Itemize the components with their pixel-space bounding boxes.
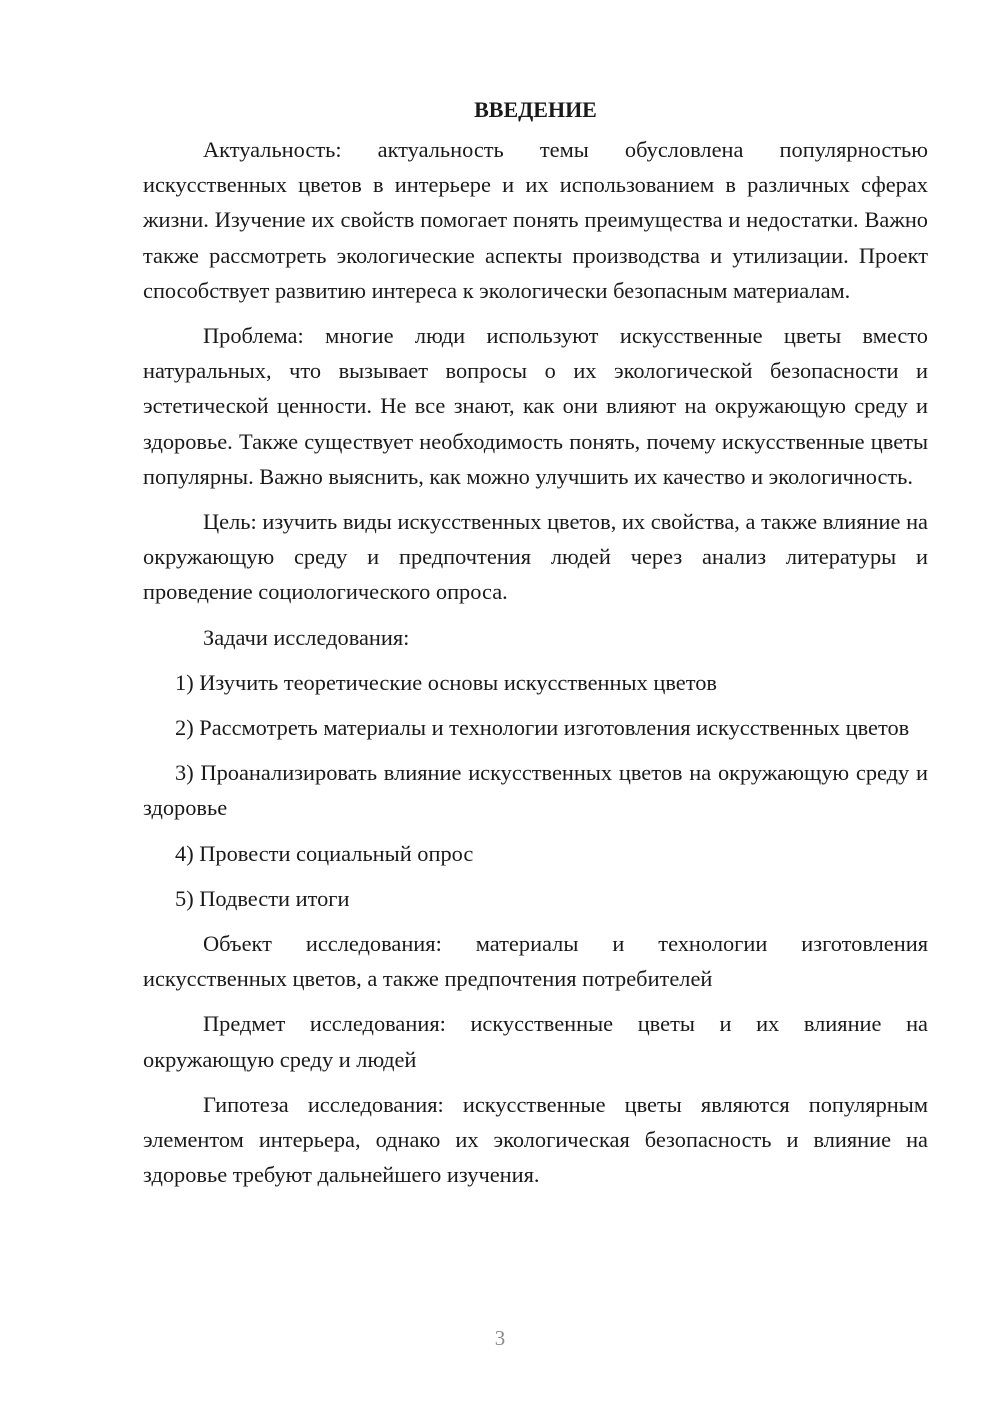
- page-title: ВВЕДЕНИЕ: [474, 97, 597, 122]
- task-item-3: 3) Проанализировать влияние искусственных цветов на окружающую среду и здоровье: [143, 760, 928, 821]
- tasks-label: Задачи исследования:: [203, 624, 410, 650]
- paragraph-object: Объект исследования: материалы и технологии изготовления искусственных цветов, а также предпочтения потребителей: [143, 931, 928, 992]
- paragraph-subject: Предмет исследования: искусственные цветы и их влияние на окружающую среду и людей: [143, 1011, 928, 1072]
- task-item-4: 4) Провести социальный опрос: [175, 840, 474, 866]
- page-number: 3: [494, 1326, 506, 1350]
- document-page: [143, 92, 928, 1202]
- paragraph-problem: Проблема: многие люди используют искусственные цветы вместо натуральных, что вызывает вопросы о их экологической безопасности и эстетической ценности. Не все знают, как они влияют на окружающую среду и здоровье. Также существует необходимость понять, почему искусственные цветы популярны. Важно выяснить, как можно улучшить их качество и экологичность.: [143, 323, 928, 489]
- paragraph-goal: Цель: изучить виды искусственных цветов, их свойства, а также влияние на окружающую среду и предпочтения людей через анализ литературы и проведение социологического опроса.: [143, 509, 928, 605]
- task-item-2: 2) Рассмотреть материалы и технологии изготовления искусственных цветов: [175, 715, 910, 741]
- task-item-1: 1) Изучить теоретические основы искусственных цветов: [175, 669, 717, 695]
- paragraph-relevance: Актуальность: актуальность темы обусловлена популярностью искусственных цветов в интерьере и их использованием в различных сферах жизни. Изучение их свойств помогает понять преимущества и недостатки. Важно также рассмотреть экологические аспекты производства и утилизации. Проект способствует развитию интереса к экологически безопасным материалам.: [143, 137, 928, 303]
- paragraph-hypothesis: Гипотеза исследования: искусственные цветы являются популярным элементом интерьера, однако их экологическая безопасность и влияние на здоровье требуют дальнейшего изучения.: [143, 1091, 928, 1188]
- task-item-5: 5) Подвести итоги: [175, 885, 350, 911]
